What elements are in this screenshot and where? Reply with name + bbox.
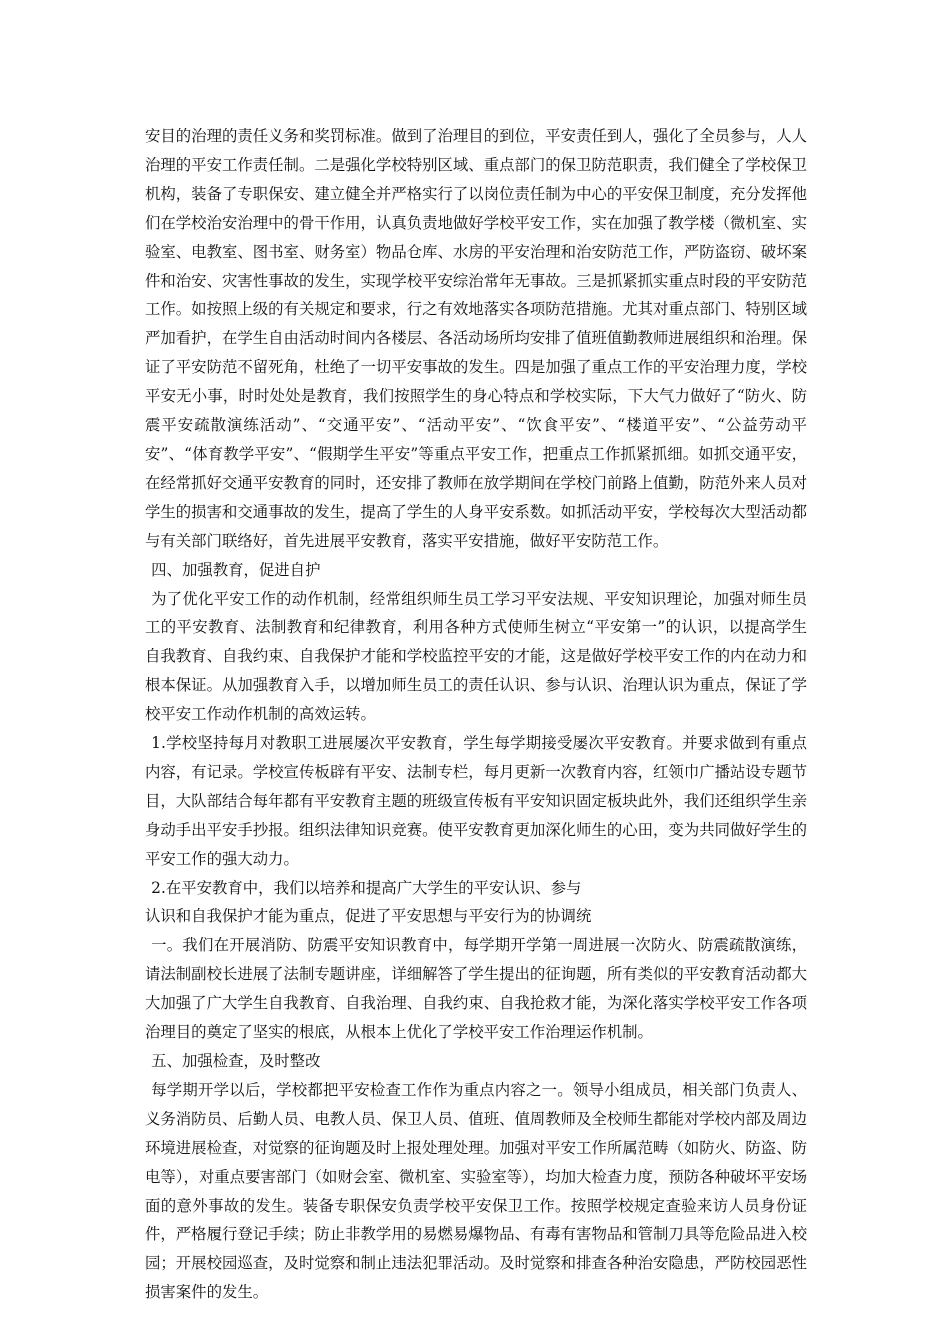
paragraph-awareness-line-2: 认识和自我保护才能为重点，促进了平安思想与平安行为的协调统 [145,907,592,926]
section-heading-inspection: 五、加强检查，及时整改 [151,1052,321,1070]
paragraph-awareness-line-1: 2.在平安教育中，我们以培养和提高广大学生的平安认识、参与 [151,878,582,897]
section-heading-education: 四、加强教育，促进自护 [151,560,321,579]
paragraph-monthly-education: 1.学校坚持每月对教职工进展屡次平安教育，学生每学期接受屡次平安教育。并要求做到有重点内容，有记录。学校宣传板辟有平安、法制专栏，每月更新一次教育内容，红领巾广播站设专题节目，大队部结合每年都有平安教育主题的班级宣传板有平安知识固定板块此外，我们还组织学生亲身动手出平安手抄报。组织法律知识竞赛。使平安教育更加深化师生的心田，变为共同做好学生的平安工作的强大动力。 [145,734,807,868]
paragraph-inspection: 每学期开学以后，学校都把平安检查工作作为重点内容之一。领导小组成员，相关部门负责人、义务消防员、后勤人员、电教人员、保卫人员、值班、值周教师及全校师生都能对学校内部及周边环境进展检查，对觉察的征询题及时上报处理处理。加强对平安工作所属范畴（如防火、防盗、防电等），对重点要害部门（如财会室、微机室、实验室等），均加大检查力度，预防各种破坏平安场面的意外事故的发生。装备专职保安负责学校平安保卫工作。按照学校规定查验来访人员身份证件，严格履行登记手续；防止非教学用的易燃易爆物品、有毒有害物品和管制刀具等危险品进入校园；开展校园巡查，及时觉察和制止违法犯罪活动。及时觉察和排查各种治安隐患，严防校园恶性损害案件的发生。 [145,1080,807,1302]
document-body [145,122,807,1307]
paragraph-education-mechanism: 为了优化平安工作的动作机制，经常组织师生员工学习平安法规、平安知识理论，加强对师生员工的平安教育、法制教育和纪律教育，利用各种方式使师生树立“平安第一”的认识，以提高学生自我教育、自我约束、自我保护才能和学校监控平安的才能，这是做好学校平安工作的内在动力和根本保证。从加强教育入手，以增加师生员工的责任认识、参与认识、治理认识为重点，保证了学校平安工作动作机制的高效运转。 [145,589,807,724]
paragraph-safety-responsibility: 安目的治理的责任义务和奖罚标准。做到了治理目的到位，平安责任到人，强化了全员参与，人人治理的平安工作责任制。二是强化学校特别区域、重点部门的保卫防范职责，我们健全了学校保卫机构，装备了专职保安、建立健全并严格实行了以岗位责任制为中心的平安保卫制度，充分发挥他们在学校治安治理中的骨干作用，认真负责地做好学校平安工作，实在加强了教学楼（微机室、实验室、电教室、图书室、财务室）物品仓库、水房的平安治理和治安防范工作，严防盗窃、破坏案件和治安、灾害性事故的发生，实现学校平安综治常年无事故。三是抓紧抓实重点时段的平安防范工作。如按照上级的有关规定和要求，行之有效地落实各项防范措施。尤其对重点部门、特别区域严加看护，在学生自由活动时间内各楼层、各活动场所均安排了值班值勤教师进展组织和治理。保证了平安防范不留死角，杜绝了一切平安事故的发生。四是加强了重点工作的平安治理力度，学校平安无小事，时时处处是教育，我们按照学生的身心特点和学校实际，下大气力做好了“防火、防震平安疏散演练活动”、“交通平安”、“活动平安”、“饮食平安”、“楼道平安”、“公益劳动平安”、“体育教学平安”、“假期学生平安”等重点平安工作，把重点工作抓紧抓细。如抓交通平安，在经常抓好交通平安教育的同时，还安排了教师在放学期间在学校门前路上值勤，防范外来人员对学生的损害和交通事故的发生，提高了学生的人身平安系数。如抓活动平安，学校每次大型活动都与有关部门联络好，首先进展平安教育，落实平安措施，做好平安防范工作。 [145,127,807,550]
paragraph-fire-drills: 一。我们在开展消防、防震平安知识教育中，每学期开学第一周进展一次防火、防震疏散演练，请法制副校长进展了法制专题讲座，详细解答了学生提出的征询题，所有类似的平安教育活动都大大加强了广大学生自我教育、自我治理、自我约束、自我抢救才能，为深化落实学校平安工作各项治理目的奠定了坚实的根底，从根本上优化了学校平安工作治理运作机制。 [145,936,807,1042]
